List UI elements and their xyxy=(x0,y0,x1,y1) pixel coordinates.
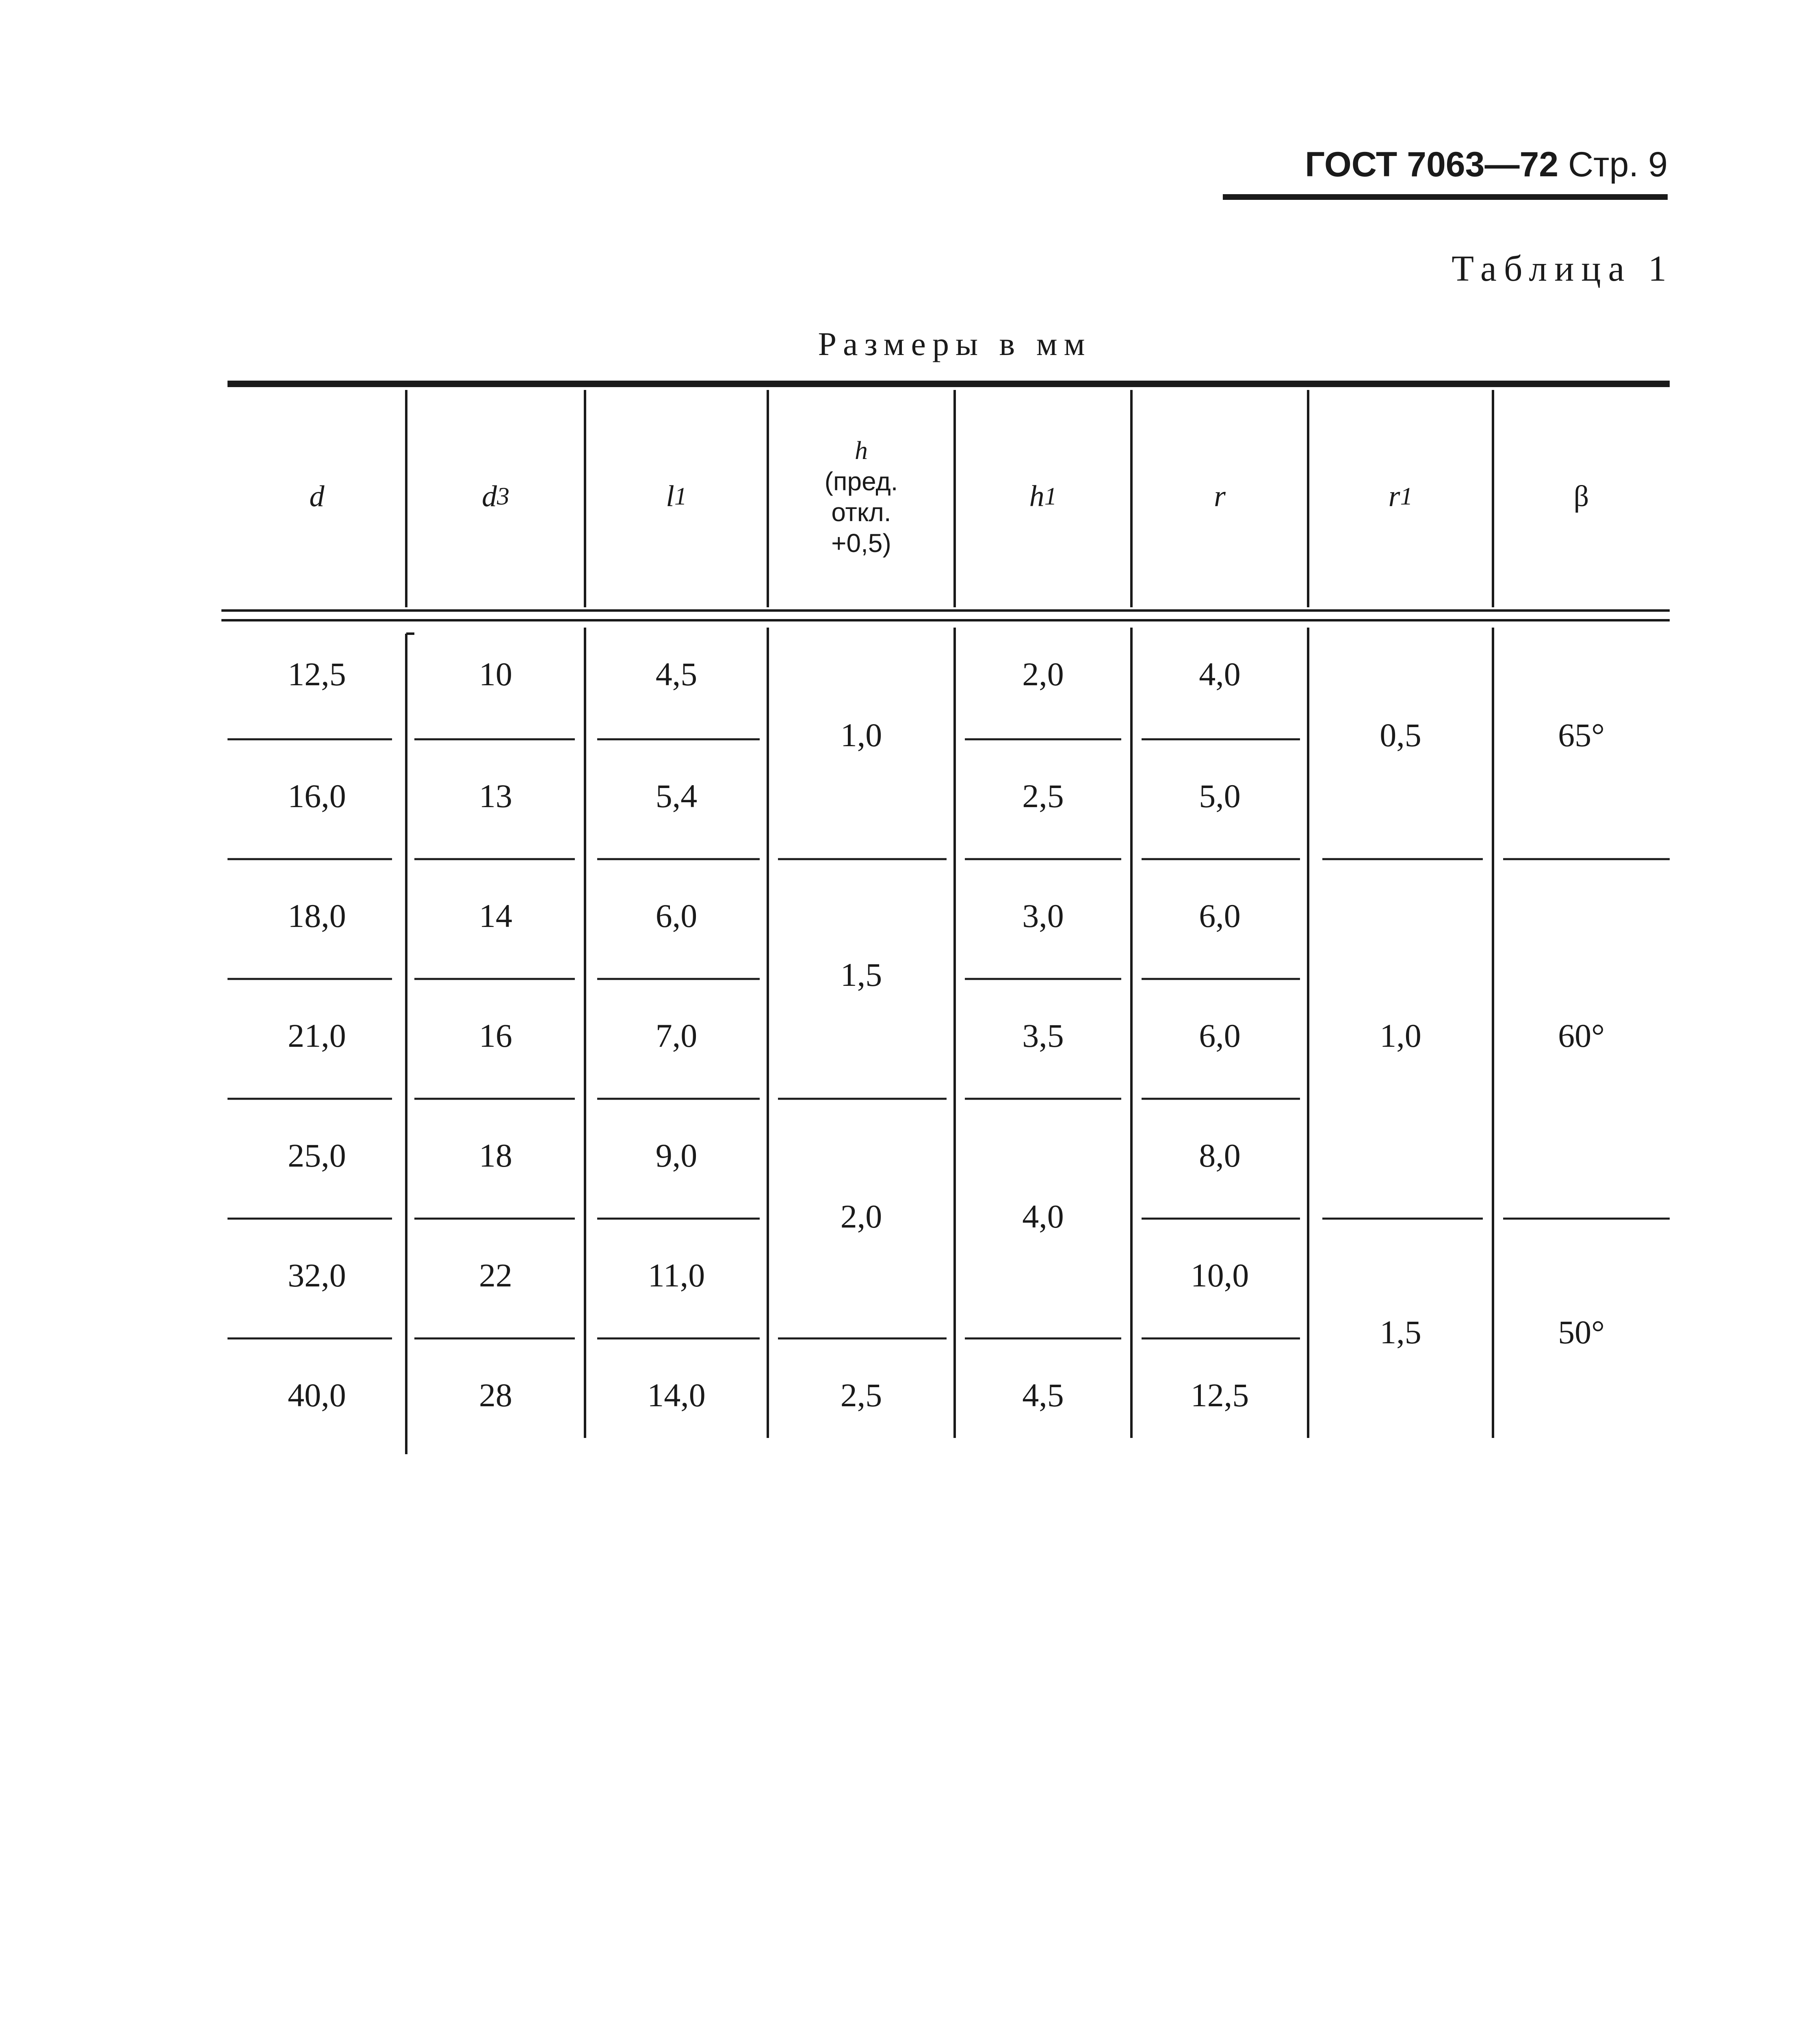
standard-number: ГОСТ 7063—72 xyxy=(1305,145,1559,184)
col-header-beta: β xyxy=(1573,480,1589,513)
col-header-d: d xyxy=(309,480,325,513)
cell-d: 16,0 xyxy=(288,777,346,814)
cell-h1: 4,5 xyxy=(1022,1377,1064,1414)
cell-r: 10,0 xyxy=(1190,1257,1249,1294)
cell-l1: 9,0 xyxy=(655,1137,698,1174)
cell-d3: 14 xyxy=(479,897,512,934)
cell-h-merged: 1,5 xyxy=(840,956,882,993)
cell-r1-merged: 0,5 xyxy=(1380,717,1421,754)
cell-d: 18,0 xyxy=(288,897,346,934)
col-header-h1: h 1 xyxy=(1029,480,1057,513)
cell-d: 40,0 xyxy=(288,1377,346,1414)
cell-r: 4,0 xyxy=(1199,656,1241,693)
cell-d3: 13 xyxy=(479,777,512,814)
cell-r: 6,0 xyxy=(1199,1017,1241,1054)
cell-h: 2,5 xyxy=(840,1377,882,1414)
cell-l1: 6,0 xyxy=(655,897,698,934)
cell-d3: 22 xyxy=(479,1257,512,1294)
table-label: Таблица 1 xyxy=(1452,249,1674,289)
cell-beta-merged: 50° xyxy=(1558,1314,1605,1351)
page-number: Стр. 9 xyxy=(1568,145,1668,184)
col-header-d3: d 3 xyxy=(482,480,509,513)
cell-r: 12,5 xyxy=(1190,1377,1249,1414)
col-header-h: h (пред. откл. +0,5) xyxy=(824,435,898,558)
cell-h1: 3,5 xyxy=(1022,1017,1064,1054)
cell-d3: 16 xyxy=(479,1017,512,1054)
cell-r: 6,0 xyxy=(1199,897,1241,934)
cell-l1: 7,0 xyxy=(655,1017,698,1054)
cell-r1-merged: 1,0 xyxy=(1380,1017,1421,1054)
units-label: Размеры в мм xyxy=(818,325,1092,362)
cell-l1: 5,4 xyxy=(655,777,698,814)
cell-beta-merged: 65° xyxy=(1558,717,1605,754)
cell-d3: 10 xyxy=(479,656,512,693)
cell-l1: 11,0 xyxy=(648,1257,705,1294)
cell-d3: 28 xyxy=(479,1377,512,1414)
cell-beta-merged: 60° xyxy=(1558,1017,1605,1054)
cell-h-merged: 1,0 xyxy=(840,717,882,754)
col-header-r1: r 1 xyxy=(1388,480,1413,513)
cell-d: 12,5 xyxy=(288,656,346,693)
cell-d: 32,0 xyxy=(288,1257,346,1294)
cell-h1: 3,0 xyxy=(1022,897,1064,934)
cell-d3: 18 xyxy=(479,1137,512,1174)
cell-h-merged: 2,0 xyxy=(840,1198,882,1235)
cell-d: 21,0 xyxy=(288,1017,346,1054)
col-header-r: r xyxy=(1214,480,1226,513)
cell-d: 25,0 xyxy=(288,1137,346,1174)
cell-r1-merged: 1,5 xyxy=(1380,1314,1421,1351)
cell-h1: 2,0 xyxy=(1022,656,1064,693)
cell-h1-merged: 4,0 xyxy=(1022,1198,1064,1235)
cell-l1: 14,0 xyxy=(647,1377,706,1414)
cell-r: 5,0 xyxy=(1199,777,1241,814)
cell-h1: 2,5 xyxy=(1022,777,1064,814)
col-header-l1: l 1 xyxy=(666,480,687,513)
cell-r: 8,0 xyxy=(1199,1137,1241,1174)
cell-l1: 4,5 xyxy=(655,656,698,693)
